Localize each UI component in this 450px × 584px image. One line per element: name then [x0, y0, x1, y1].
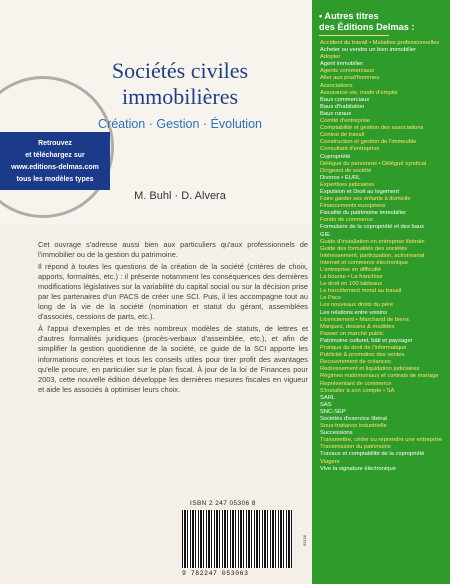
series-title-item: Travaux et comptabilité de la copropriété — [320, 451, 425, 458]
series-title-item: L'entreprise en difficulté — [320, 267, 381, 273]
series-title-item: Baux ruraux — [320, 110, 352, 117]
description-paragraph-3: À l'appui d'exemples et de très nombreux modèles de statuts, de lettres et d'autres formalités juridiques (procès-verbaux d'assemblée, etc.), et afin de simplifier la gestion quotidienne de la société, ce guide de la SCI apporte les informations concrètes et tous les conseils utiles pour tirer profit des avantages qu'elle procure, en particulier sur le plan fiscal. À jour de la loi de Finances pour 2003, cette nouvelle édition développe les dernières mesures fiscales en vigueur et aide les associés à optimiser leurs choix. — [38, 324, 308, 394]
series-title-item: Formulaire de la copropriété et des baux — [320, 224, 425, 231]
promo-url: www.editions-delmas.com — [11, 164, 99, 171]
series-title-item: Expulsion et Droit au logement — [320, 188, 399, 195]
series-heading — [319, 11, 445, 36]
series-title-item: Agents commerciaux — [320, 68, 375, 75]
series-title-item: Comptabilité et gestion des associations — [320, 125, 424, 132]
description-paragraph-1: Cet ouvrage s'adresse aussi bien aux particuliers qu'aux professionnels de l'immobilier ou de la gestion du patrimoine. — [38, 240, 308, 260]
series-title-item: Baux d'habitation — [320, 103, 365, 110]
series-title-item: Contrat de travail — [320, 132, 365, 139]
product-code: 03135 — [302, 534, 307, 546]
barcode-block — [168, 500, 298, 584]
series-title-item: Assurance-vie, mode d'emploi — [320, 89, 398, 96]
series-heading-line-2: des Éditions Delmas : — [319, 22, 415, 32]
series-title-item: Associations — [320, 82, 353, 89]
series-title-item: Passer un marché public — [320, 330, 384, 337]
series-title-item: Comité d'entreprise — [320, 118, 371, 125]
series-title-item: Licenciement • Marchand de biens — [320, 316, 409, 323]
series-title-item: Construction et gestion de l'immeuble — [320, 139, 417, 146]
series-title-item: Internet et commerce électronique — [320, 259, 408, 266]
series-title-item: La bourse • La franchise — [320, 274, 383, 281]
series-title-item: Marques, dessins & modèles — [320, 323, 395, 330]
book-title — [60, 58, 300, 131]
series-title-item: Faire garder ses enfants à domicile — [320, 196, 411, 203]
series-title-item: GIE — [320, 231, 330, 238]
series-title-item: Redressement et liquidation judiciaires — [320, 366, 420, 373]
barcode-number: 9 782247 053063 — [182, 570, 249, 577]
series-title-item: Le harcèlement moral au travail — [320, 288, 402, 295]
series-title-item: Guide des formalités des sociétés — [320, 245, 407, 252]
series-heading-line-1: • Autres titres — [319, 11, 379, 21]
series-title-item: Fiscalité du patrimoine immobilier — [320, 210, 407, 217]
series-title-item: Acheter ou vendre un bien immobilier — [320, 47, 417, 54]
series-title-item: Les nouveaux droits du père — [320, 302, 394, 309]
series-title-item: Consultant d'entreprise — [320, 146, 380, 153]
series-title-item: Régimes matrimoniaux et contrats de mariage — [320, 373, 439, 380]
series-title-item: Publicité & promotion des ventes — [320, 352, 405, 359]
series-title-item: Financements européens — [320, 203, 386, 210]
book-title-line-1: Sociétés civiles — [111, 58, 249, 83]
series-title-item: Sociétés d'exercice libéral — [320, 415, 387, 422]
series-title-item: Baux commerciaux — [320, 96, 370, 103]
series-title-item: Le droit en 100 tableaux — [320, 281, 383, 288]
series-title-item: Délégué du personnel • Délégué syndical — [320, 160, 427, 167]
description — [38, 240, 308, 397]
series-titles-list — [320, 40, 448, 473]
series-title-item: SAS — [320, 401, 332, 408]
series-title-item: Copropriété — [320, 153, 351, 160]
series-title-item: Transmettre, céder ou reprendre une entreprise — [320, 437, 443, 444]
series-title-item: Vive la signature électronique — [320, 465, 396, 472]
series-title-item: SARL — [320, 394, 336, 401]
description-paragraph-2: Il répond à toutes les questions de la création de la société (critères de choix, apports, formalités, etc.) : il présente notamment les conséquences des dernières modifications législatives sur la variabilité du capital social ou sur la décision prise par les partenaires d'un PACS de créer une SCI. Puis, il les accompagne tout au long de la vie de la société (nomination et statut du gérant, assemblées d'associés, cessions de parts, etc.). — [38, 262, 308, 322]
promo-line-1: Retrouvez — [38, 140, 72, 147]
series-title-item: Intéressement, participation, actionnariat — [320, 252, 425, 259]
series-title-item: Divorce • EURL — [320, 174, 361, 181]
series-title-item: Pratique du droit de l'informatique — [320, 345, 407, 352]
series-heading-underline — [319, 35, 389, 36]
series-title-item: Fonds de commerce — [320, 217, 373, 224]
series-title-item: Viagers — [320, 458, 340, 465]
series-title-item: Expertises judiciaires — [320, 181, 375, 188]
series-title-item: SNC-SEP — [320, 408, 346, 415]
series-title-item: Aller aux prud'hommes — [320, 75, 380, 82]
promo-line-4: tous les modèles types — [16, 176, 94, 183]
series-title-item: Transmission du patrimoine — [320, 444, 391, 451]
series-title-item: Les relations entre voisins — [320, 309, 388, 316]
book-title-line-2: immobilières — [121, 84, 239, 109]
series-title-item: Successions — [320, 430, 353, 437]
download-promo-box — [0, 132, 110, 190]
series-sidebar — [312, 0, 450, 584]
series-title-item: Patrimoine culturel, bâti et paysager — [320, 337, 413, 344]
series-title-item: Représentant de commerce — [320, 380, 392, 387]
series-title-item: Recouvrement de créances — [320, 359, 391, 366]
series-title-item: Le Pacs — [320, 295, 341, 302]
series-title-item: Adopter — [320, 54, 341, 61]
isbn-label: ISBN 2 247 05306 8 — [190, 500, 256, 507]
promo-line-2: et téléchargez sur — [25, 152, 85, 159]
series-title-item: Accident du travail • Maladies professionnelles — [320, 40, 440, 46]
series-title-item: Guide d'installation en entreprise libérale — [320, 238, 425, 245]
series-title-item: Sous-traitance industrielle — [320, 423, 387, 430]
authors: M. Buhl · D. Alvera — [134, 190, 226, 202]
series-title-item: Agent immobilier — [320, 61, 364, 68]
series-title-item: S'installer à son compte • SA — [320, 387, 395, 394]
book-subtitle: Création · Gestion · Évolution — [98, 117, 262, 131]
series-title-item: Dirigeant de société — [320, 167, 372, 174]
barcode — [182, 510, 292, 568]
